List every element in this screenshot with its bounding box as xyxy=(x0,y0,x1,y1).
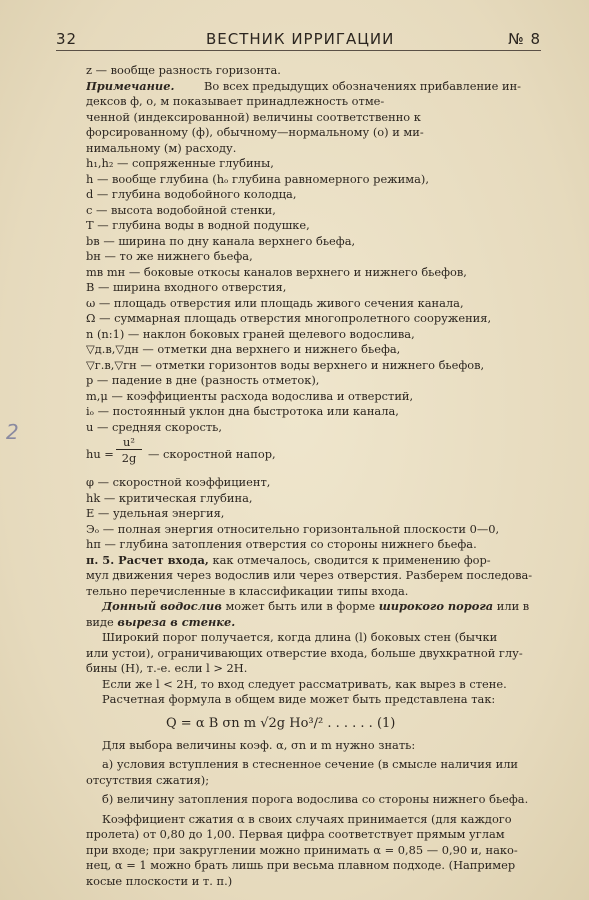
paragraph-line: пролета) от 0,80 до 1,00. Первая цифра соответствует прямым углам xyxy=(86,827,505,841)
definition-line: bн — то же нижнего бьефа, xyxy=(86,249,253,263)
paragraph-line: Если же l < 2H, то вход следует рассматривать, как вырез в стене. xyxy=(102,676,507,691)
definition-line: hп — глубина затопления отверстия со стороны нижнего бьефа. xyxy=(86,537,477,551)
journal-title: ВЕСТНИК ИРРИГАЦИИ xyxy=(206,30,395,48)
section-5-paragraph: п. 5. Расчет входа, как отмечалось, сводится к применению фор- xyxy=(86,552,491,567)
hu-denominator: 2g xyxy=(121,451,137,465)
definition-line: h₁,h₂ — сопряженные глубины, xyxy=(86,156,274,170)
definition-line: bв — ширина по дну канала верхнего бьефа, xyxy=(86,233,356,248)
paragraph-line: бины (H), т.-е. если l > 2H. xyxy=(86,661,248,675)
hu-description: — скоростной напор, xyxy=(148,447,276,461)
term-bottom-weir: Донный водослив xyxy=(102,599,222,613)
hu-symbol: hu = xyxy=(86,447,114,461)
page-body xyxy=(86,63,548,889)
hu-numerator: u² xyxy=(116,435,142,450)
definition-line: c — высота водобойной стенки, xyxy=(86,202,276,217)
term-broad-crest: широкого порога xyxy=(378,599,494,613)
discharge-formula xyxy=(86,708,548,738)
definition-line: d — глубина водобойного колодца, xyxy=(86,187,297,201)
definition-line: m,μ — коэффициенты расхода водослива и отверстий, xyxy=(86,388,414,403)
note-text: нимальному (м) расходу. xyxy=(86,140,237,155)
definition-line: E — удельная энергия, xyxy=(86,506,225,520)
definition-line: u — средняя скорость, xyxy=(86,419,222,434)
definition-line: z — вообще разность горизонта. xyxy=(86,63,281,77)
paragraph-line: Для выбора величины коэф. α, σn и m нужно знать: xyxy=(102,737,416,752)
list-item: б) величину затопления порога водослива со стороны нижнего бьефа. xyxy=(102,792,529,806)
paragraph-line: косые плоскости и т. п.) xyxy=(86,873,233,888)
definition-line: mв mн — боковые откосы каналов верхнего и нижнего бьефов, xyxy=(86,264,467,279)
definition-line: n (n:1) — наклон боковых граней щелевого водослива, xyxy=(86,326,415,341)
definition-line: Ω — суммарная площадь отверстия многопролетного сооружения, xyxy=(86,311,492,325)
definition-line: Эₒ — полная энергия относительно горизонтальной плоскости 0—0, xyxy=(86,521,500,536)
definition-line: φ — скоростной коэффициент, xyxy=(86,475,271,489)
velocity-head-formula xyxy=(86,435,548,475)
note-text: форсированному (ф), обычному—нормальному (о) и ми- xyxy=(86,125,424,139)
definition-line: hk — критическая глубина, xyxy=(86,490,253,505)
running-header xyxy=(56,28,551,50)
paragraph-line: Донный водослив может быть или в форме широкого порога или в xyxy=(102,599,530,613)
page-number: 32 xyxy=(56,30,78,48)
definition-line: iₒ — постоянный уклон дна быстротока или канала, xyxy=(86,404,399,418)
definition-line: p — падение в дне (разность отметок), xyxy=(86,373,320,387)
issue-number: № 8 xyxy=(508,30,541,48)
definition-line: ▽г.в,▽гн — отметки горизонтов воды верхнего и нижнего бьефов, xyxy=(86,357,485,372)
note-block xyxy=(86,79,548,157)
term-wall-notch: выреза в стенке. xyxy=(117,614,236,629)
section-5-heading: п. 5. Расчет входа, xyxy=(86,552,209,567)
definition-line: B — ширина входного отверстия, xyxy=(86,280,287,294)
definition-line: h — вообще глубина (hₒ глубина равномерного режима), xyxy=(86,171,429,186)
paragraph-line: мул движения через водослив или через отверстия. Разберем последова- xyxy=(86,568,533,582)
note-text: ченной (индексированной) величины соответственно к xyxy=(86,109,421,124)
hu-fraction xyxy=(116,435,142,466)
list-item-continued: отсутствия сжатия); xyxy=(86,772,210,787)
definition-line: ω — площадь отверстия или площадь живого сечения канала, xyxy=(86,295,464,310)
paragraph-line: Широкий порог получается, когда длина (l) боковых стен (бычки xyxy=(102,630,498,644)
paragraph-line: Расчетная формула в общем виде может быть представлена так: xyxy=(102,692,496,706)
list-item: а) условия вступления в стесненное сечение (в смысле наличия или xyxy=(102,757,519,771)
formula-1: Q = α B σn m √2g Hо³/² . . . . . . (1) xyxy=(166,715,396,731)
header-rule xyxy=(56,50,541,51)
paragraph-line: виде выреза в стенке. xyxy=(86,614,236,629)
pencil-margin-mark: 2 xyxy=(6,420,19,444)
paragraph-line: при входе; при закруглении можно принимать α = 0,85 — 0,90 и, нако- xyxy=(86,842,518,857)
paragraph-line: тельно перечисленные в классификации типы входа. xyxy=(86,583,409,598)
paragraph-line: Коэффициент сжатия α в своих случаях принимается (для каждого xyxy=(102,811,512,826)
note-text: Во всех предыдущих обозначениях прибавление ин- xyxy=(204,78,522,93)
note-label: Примечание. xyxy=(86,78,175,93)
paragraph-line: нец, α = 1 можно брать лишь при весьма плавном подходе. (Например xyxy=(86,858,516,872)
paragraph-line: или устои), ограничивающих отверстие входа, больше двухкратной глу- xyxy=(86,645,523,660)
note-text: дексов ф, о, м показывает принадлежность отме- xyxy=(86,94,385,108)
definition-line: ▽д.в,▽дн — отметки дна верхнего и нижнего бьефа, xyxy=(86,342,401,356)
definition-line: T — глубина воды в водной подушке, xyxy=(86,218,310,232)
